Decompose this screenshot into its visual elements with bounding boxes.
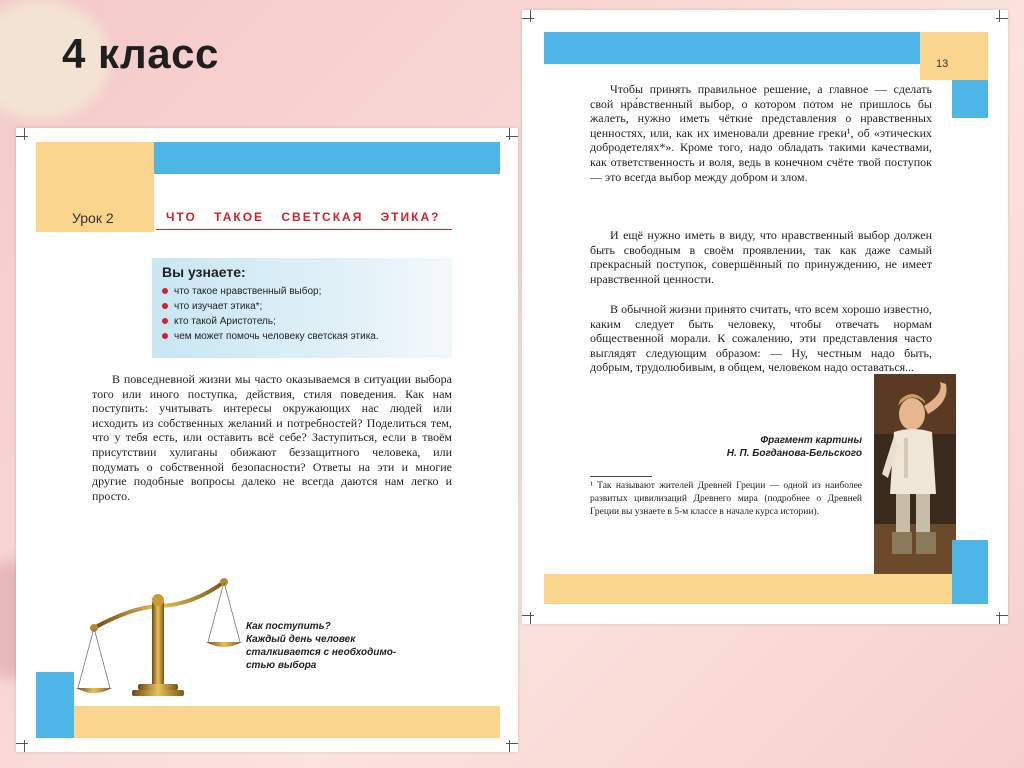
footer-blue-band: [952, 540, 988, 604]
textbook-page-right: [522, 10, 1008, 624]
crop-mark: [506, 136, 518, 137]
painting-credit: [692, 434, 862, 460]
painting-credit-line: Фрагмент картины: [760, 435, 862, 446]
crop-mark: [996, 18, 1008, 19]
crop-mark: [999, 10, 1000, 22]
body-paragraph: В повседневной жизни мы часто оказываемся в ситуации выбора того или иного поступка, действия, стиля поведения. Как нам поступить: учитывать интересы окружающих нас людей или исходить из собственных желаний и потребностей? Поделиться тем, что у тебя есть, или оставить всё себе? Заступиться, если в твоём присутствии хулиганы обижают беззащитного человека, или подумать о собственной безопасности? Ответы на эти и многие другие подобные вопросы далеко не всегда даются нам легко и просто.: [92, 372, 452, 503]
you-will-learn-box: [152, 258, 452, 358]
crop-mark: [530, 612, 531, 624]
bullet-icon: [162, 303, 168, 309]
page-number-band: [920, 32, 988, 80]
textbook-page-left: [16, 128, 518, 752]
page-number: 13: [936, 58, 949, 70]
footer-peach-band: [544, 574, 952, 604]
bullet-icon: [162, 288, 168, 294]
crop-mark: [522, 615, 534, 616]
bullet-icon: [162, 333, 168, 339]
painting-boy-image: [874, 374, 956, 576]
painting-credit-line: Н. П. Богданова-Бельского: [726, 448, 862, 459]
crop-mark: [522, 18, 534, 19]
crop-mark: [24, 128, 25, 140]
learn-item: чем может помочь человеку светская этика.: [162, 329, 444, 344]
body-paragraph: В обычной жизни принято считать, что всем хорошо известно, каким следует быть человеку, чтобы отвечать нормам общественной морали. К сожалению, эти представления часто выглядят следующим образом: — Ну, честным надо быть, добрым, трудолюбивым, в общем, человеком надо оставаться...: [590, 302, 932, 375]
crop-mark: [999, 612, 1000, 624]
body-paragraph: Чтобы принять правильное решение, а главное — сделать свой нра́вственный выбор, о котором потом не пришлось бы жалеть, нужно иметь чёткие представления о нравственных ценностях, или, как их именовали древние греки¹, об «этических добродетелях*». Кроме того, надо обладать такими качествами, как ответственность и воля, ведь в конечном счёте твой поступок — это всегда выбор между добром и злом.: [590, 82, 932, 184]
footnote: ¹ Так называют жителей Древней Греции — одной из наиболее развитых цивилизаций Древнего мира (подробнее о Древней Греции вы узнаете в 5-м классе в начале курса истории).: [590, 481, 862, 517]
crop-mark: [16, 743, 28, 744]
learn-box-list: [152, 284, 452, 344]
scales-caption: Как поступить? Каждый день человек сталкивается с необходимо- стью выбора: [246, 621, 397, 671]
crop-mark: [509, 128, 510, 140]
learn-box-heading: Вы узнаете:: [162, 264, 246, 280]
title-underline: [156, 229, 452, 230]
footer-peach-band: [74, 706, 500, 738]
learn-item: что изучает этика*;: [162, 299, 444, 314]
balance-scales-icon: [74, 576, 244, 700]
learn-item: кто такой Аристотель;: [162, 314, 444, 329]
body-paragraph: И ещё нужно иметь в виду, что нравственный выбор должен быть свободным в своём проявлении, так как даже самый прекрасный поступок, совершённый по принуждению, не имеет нравственной ценности.: [590, 228, 932, 286]
bullet-icon: [162, 318, 168, 324]
learn-item: что такое нравственный выбор;: [162, 284, 444, 299]
crop-mark: [996, 615, 1008, 616]
lesson-number: Урок 2: [72, 210, 114, 226]
crop-mark: [509, 740, 510, 752]
header-blue-band: [154, 142, 500, 174]
side-blue-band: [952, 80, 988, 118]
crop-mark: [506, 743, 518, 744]
crop-mark: [530, 10, 531, 22]
lesson-title: ЧТО ТАКОЕ СВЕТСКАЯ ЭТИКА?: [166, 210, 441, 224]
crop-mark: [24, 740, 25, 752]
footnote-rule: [590, 476, 652, 477]
crop-mark: [16, 136, 28, 137]
footer-blue-band: [36, 672, 74, 738]
slide-title: 4 класс: [62, 30, 219, 77]
header-blue-band: [544, 32, 920, 64]
